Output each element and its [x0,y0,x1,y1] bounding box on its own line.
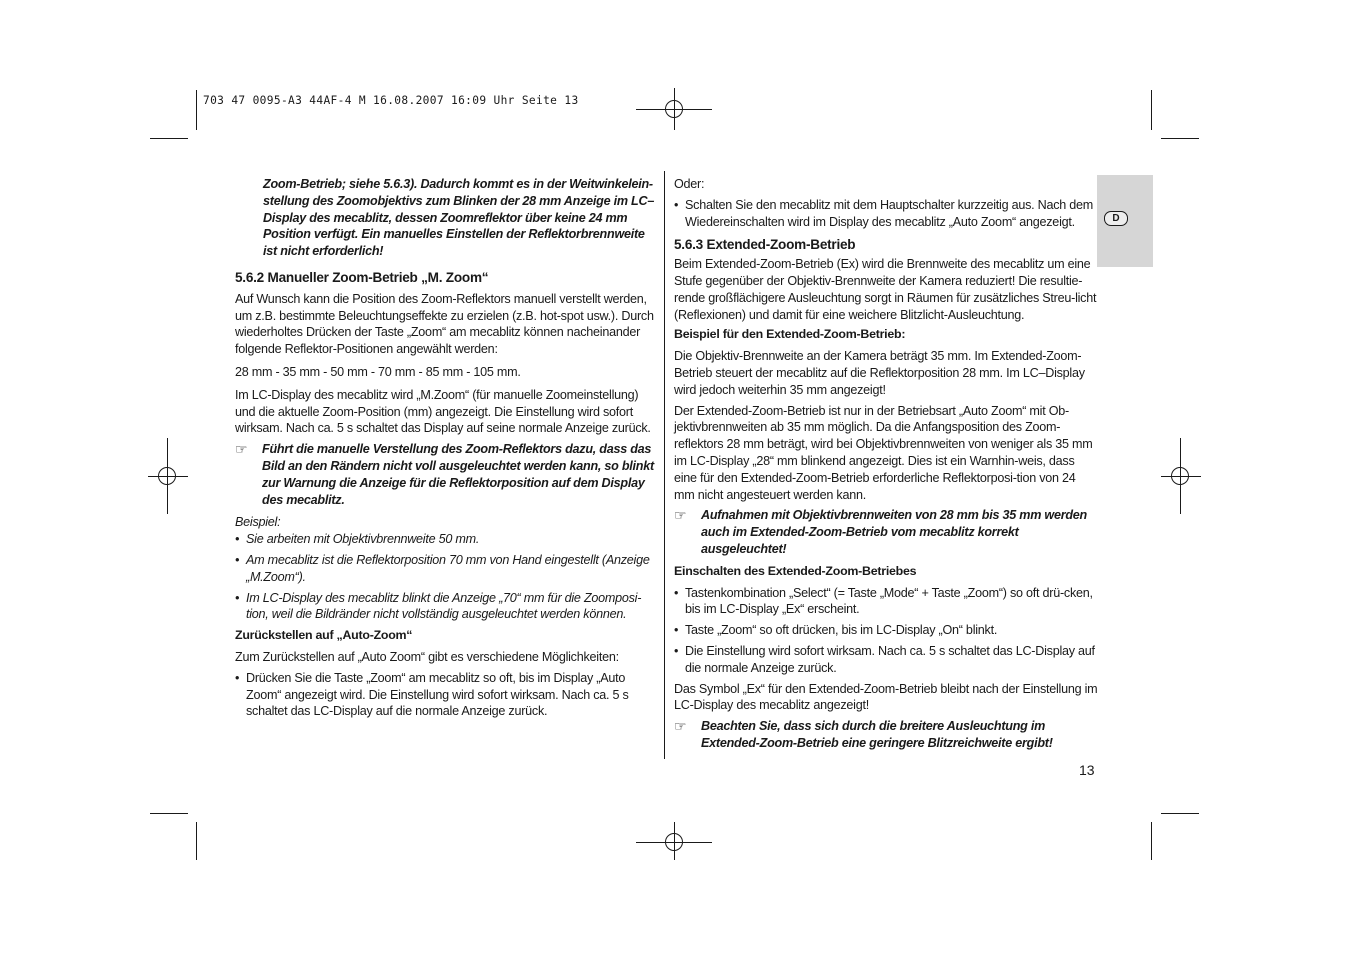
bullet-icon: • [674,643,679,658]
subheading-reset: Zurückstellen auf „Auto-Zoom“ [235,628,413,643]
crop-mark [150,138,188,139]
warning-note [674,718,1098,752]
bullet-icon: • [674,585,679,600]
bullet-icon: • [235,590,240,605]
paragraph: Die Objektiv-Brennweite an der Kamera beträgt 35 mm. Im Extended-Zoom-Betrieb steuert der mecablitz auf die Reflektorposition 28 mm. Im LC–Display wird jedoch weiterhin 35 mm angezeigt! [674,349,1085,397]
crop-mark [150,813,188,814]
section-heading-5-6-3: 5.6.3 Extended-Zoom-Betrieb [674,237,856,253]
crop-mark [1161,813,1199,814]
print-slug: 703 47 0095-A3 44AF-4 M 16.08.2007 16:09 Uhr Seite 13 [203,94,579,107]
paragraph: Der Extended-Zoom-Betrieb ist nur in der Betriebsart „Auto Zoom“ mit Ob-jektivbrennweiten ab 35 mm möglich. Da die Anfangsposition des Zoom-reflektors 28 mm beträgt, wird bei Objektivbrennweiten von weniger als 35 mm im LC-Display „28“ mm blinkend angezeigt. Dies ist ein Warnhin-weis, dass eine für den Extended-Zoom-Betrieb erforderliche Reflektorposi-tion von 24 mm nicht angesteuert werden kann. [674,403,1093,502]
oder-label: Oder: [674,177,705,191]
example-label: Beispiel: [235,515,281,530]
right-column [674,176,1098,752]
list-item: • Am mecablitz ist die Reflektorposition 70 mm von Hand eingestellt (Anzeige „M.Zoom“). [235,552,650,584]
subheading-example: Beispiel für den Extended-Zoom-Betrieb: [674,327,906,342]
bullet-icon: • [235,670,240,685]
crop-mark [1151,822,1152,860]
column-divider [664,171,665,759]
paragraph: Das Symbol „Ex“ für den Extended-Zoom-Betrieb bleibt nach der Einstellung im LC-Display des mecablitz angezeigt! [674,681,1098,713]
language-tab [1097,175,1153,267]
list-item: • Die Einstellung wird sofort wirksam. Nach ca. 5 s schaltet das LC-Display auf die normale Anzeige zurück. [674,643,1095,675]
section-heading-5-6-2: 5.6.2 Manueller Zoom-Betrieb „M. Zoom“ [235,269,489,285]
paragraph: Zum Zurückstellen auf „Auto Zoom“ gibt es verschiedene Möglichkeiten: [235,649,619,664]
intro-note: Zoom-Betrieb; siehe 5.6.3). Dadurch kommt es in der Weitwinkelein-stellung des Zoomobjektivs zum Blinken der 28 mm Anzeige im LC–Display des mecablitz, dessen Zoomreflektor über keine 24 mm Position verfügt. Ein manuelles Einstellen der Reflektorbrennweite ist nicht erforderlich! [263,177,655,259]
crop-mark [1161,138,1199,139]
info-note [674,507,1098,557]
list-item: • Schalten Sie den mecablitz mit dem Hauptschalter kurzzeitig aus. Nach dem Wiedereinschalten wird im Display des mecablitz „Auto Zoom“ angezeigt. [674,197,1094,229]
crop-mark [196,90,197,130]
left-column [235,176,659,720]
bullet-icon: • [674,197,679,212]
paragraph: Beim Extended-Zoom-Betrieb (Ex) wird die Brennweite des mecablitz um eine Stufe gegenüber der Objektiv-Brennweite der Kamera reduziert! Die resultie-rende großflächigere Ausleuchtung sorgt in Räumen für zusätzliches Streu-licht (Reflexionen) und damit für eine weichere Blitzlicht-Ausleuchtung. [674,257,1097,322]
note-text: Aufnahmen mit Objektivbrennweiten von 28 mm bis 35 mm werden auch im Extended-Zoom-Betrieb vom mecablitz korrekt ausgeleuchtet! [701,508,1087,556]
page-number: 13 [1079,762,1095,778]
list-item: • Sie arbeiten mit Objektivbrennweite 50 mm. [235,532,480,547]
list-item: • Taste „Zoom“ so oft drücken, bis im LC-Display „On“ blinkt. [674,623,998,638]
crop-mark [196,822,197,860]
bullet-icon: • [235,532,240,547]
bullet-icon: • [235,552,240,567]
list-item: • Im LC-Display des mecablitz blinkt die Anzeige „70“ mm für die Zoomposi-tion, weil die Bildränder nicht vollständig ausgeleuchtet werden können. [235,590,642,622]
pointing-hand-icon: ☞ [674,718,687,735]
reflector-positions: 28 mm - 35 mm - 50 mm - 70 mm - 85 mm - 105 mm. [235,364,521,379]
warning-note [235,441,659,508]
note-text: Führt die manuelle Verstellung des Zoom-Reflektors dazu, dass das Bild an den Rändern nicht voll ausgeleuchtet werden kann, so blinkt zur Warnung die Anzeige für die Reflektorposition auf dem Display des mecablitz. [262,442,654,507]
list-item: • Drücken Sie die Taste „Zoom“ am mecablitz so oft, bis im Display „Auto Zoom“ angezeigt wird. Die Einstellung wird sofort wirksam. Nach ca. 5 s schaltet das LC-Display auf die normale Anzeige zurück. [235,670,629,719]
pointing-hand-icon: ☞ [235,441,248,458]
crop-mark [1151,90,1152,130]
pointing-hand-icon: ☞ [674,507,687,524]
language-badge: D [1104,211,1128,226]
subheading-enable: Einschalten des Extended-Zoom-Betriebes [674,563,917,578]
list-item: • Tastenkombination „Select“ (= Taste „Mode“ + Taste „Zoom“) so oft drü-cken, bis im LC-Display „Ex“ erscheint. [674,585,1093,617]
bullet-icon: • [674,623,679,638]
paragraph: Im LC-Display des mecablitz wird „M.Zoom“ (für manuelle Zoomeinstellung) und die aktuelle Zoom-Position (mm) angezeigt. Die Einstellung wird sofort wirksam. Nach ca. 5 s schaltet das Display auf seine normale Anzeige zurück. [235,387,651,436]
paragraph: Auf Wunsch kann die Position des Zoom-Reflektors manuell verstellt werden, um z.B. bestimmte Beleuchtungseffekte zu erzielen (z.B. hot-spot usw.). Durch wiederholtes Drücken der Taste „Zoom“ am mecablitz können nacheinander folgende Reflektor-Positionen angewählt werden: [235,291,654,357]
note-text: Beachten Sie, dass sich durch die breitere Ausleuchtung im Extended-Zoom-Betrieb eine geringere Blitzreichweite ergibt! [701,719,1053,750]
